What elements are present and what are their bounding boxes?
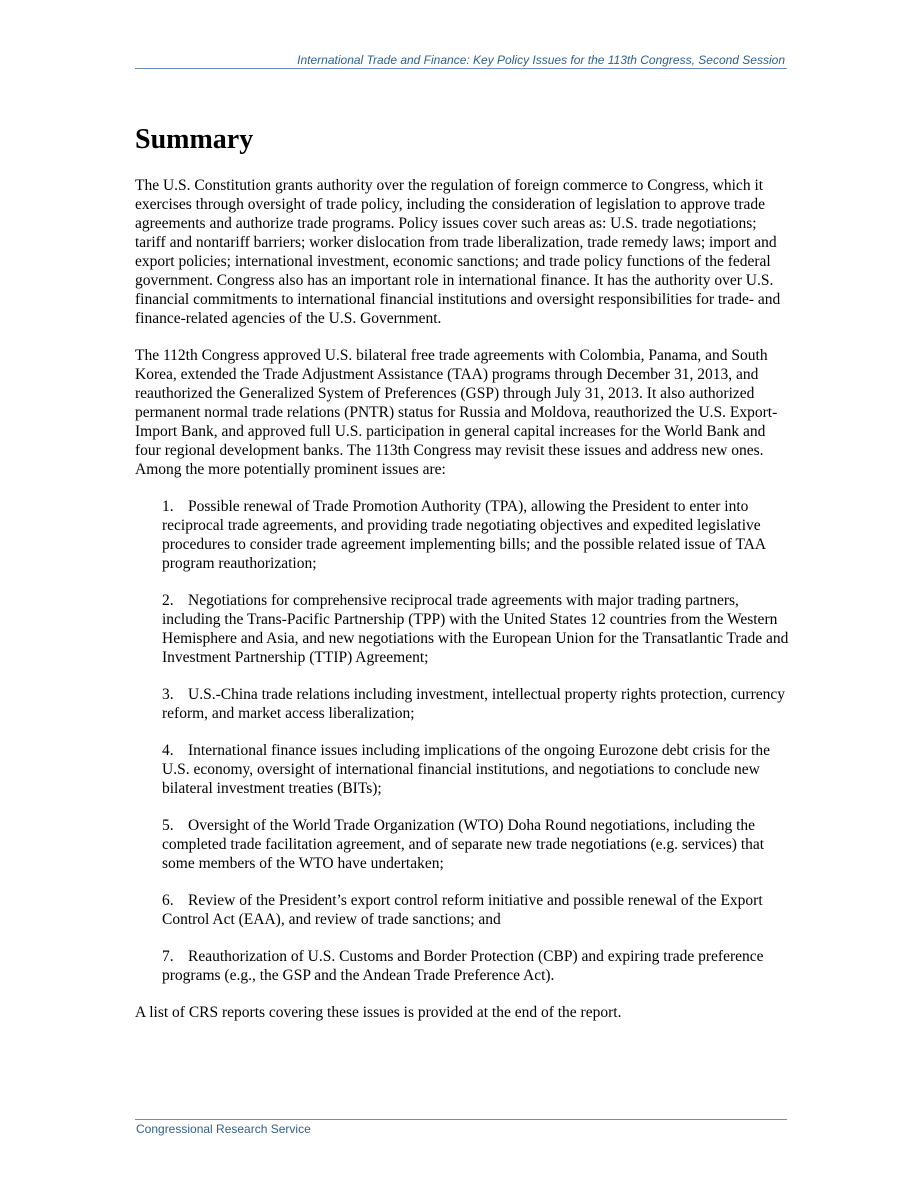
list-item-text: Review of the President’s export control reform initiative and possible renewal of the Export Control Act (EAA), and review of trade sanctions; and — [162, 892, 763, 928]
footer-rule — [135, 1119, 787, 1120]
list-item-number: 6. — [162, 892, 174, 909]
list-item-number: 3. — [162, 686, 174, 703]
closing-paragraph: A list of CRS reports covering these issues is provided at the end of the report. — [135, 1004, 622, 1021]
list-item — [162, 591, 789, 667]
list-item — [162, 891, 789, 929]
list-item-text: Possible renewal of Trade Promotion Authority (TPA), allowing the President to enter into reciprocal trade agreements, and providing trade negotiating objectives and expedited legislative procedures to consider trade agreement implementing bills; and the possible related issue of TAA program reauthorization; — [162, 498, 766, 572]
list-item — [162, 741, 789, 798]
running-header: International Trade and Finance: Key Policy Issues for the 113th Congress, Second Session — [297, 53, 785, 67]
list-item-number: 1. — [162, 498, 174, 515]
issues-list — [135, 497, 789, 985]
list-item-number: 2. — [162, 592, 174, 609]
list-item-text: U.S.-China trade relations including investment, intellectual property rights protection, currency reform, and market access liberalization; — [162, 686, 786, 722]
list-item — [162, 685, 789, 723]
list-item-text: Negotiations for comprehensive reciprocal trade agreements with major trading partners, including the Trans-Pacific Partnership (TPP) with the United States 12 countries from the Western Hemisphere and Asia, and new negotiations with the European Union for the Transatlantic Trade and Investment Partnership (TTIP) Agreement; — [162, 592, 789, 666]
list-item — [162, 816, 789, 873]
list-item — [162, 947, 789, 985]
page-title: Summary — [135, 124, 254, 155]
list-item-text: International finance issues including implications of the ongoing Eurozone debt crisis for the U.S. economy, oversight of international financial institutions, and negotiations to conclude new bilateral investment treaties (BITs); — [162, 742, 770, 797]
summary-paragraph-2: The 112th Congress approved U.S. bilateral free trade agreements with Colombia, Panama, and South Korea, extended the Trade Adjustment Assistance (TAA) programs through December 31, 2013, and reauthorized the Generalized System of Preferences (GSP) through July 31, 2013. It also authorized permanent normal trade relations (PNTR) status for Russia and Moldova, reauthorized the U.S. Export-Import Bank, and approved full U.S. participation in general capital increases for the World Bank and four regional development banks. The 113th Congress may revisit these issues and address new ones. Among the more potentially prominent issues are: — [135, 347, 778, 478]
list-item-number: 7. — [162, 948, 174, 965]
summary-body — [135, 176, 789, 1040]
header-rule — [135, 68, 787, 69]
summary-paragraph-1: The U.S. Constitution grants authority over the regulation of foreign commerce to Congress, which it exercises through oversight of trade policy, including the consideration of legislation to approve trade agreements and authorize trade programs. Policy issues cover such areas as: U.S. trade negotiations; tariff and nontariff barriers; worker dislocation from trade liberalization, trade remedy laws; import and export policies; international investment, economic sanctions; and trade policy functions of the federal government. Congress also has an important role in international finance. It has the authority over U.S. financial commitments to international financial institutions and oversight responsibilities for trade- and finance-related agencies of the U.S. Government. — [135, 177, 781, 327]
list-item-number: 5. — [162, 817, 174, 834]
list-item — [162, 497, 789, 573]
list-item-number: 4. — [162, 742, 174, 759]
list-item-text: Reauthorization of U.S. Customs and Border Protection (CBP) and expiring trade preference programs (e.g., the GSP and the Andean Trade Preference Act). — [162, 948, 764, 984]
list-item-text: Oversight of the World Trade Organization (WTO) Doha Round negotiations, including the completed trade facilitation agreement, and of separate new trade negotiations (e.g. services) that some members of the WTO have undertaken; — [162, 817, 765, 872]
footer-organization: Congressional Research Service — [136, 1122, 311, 1136]
